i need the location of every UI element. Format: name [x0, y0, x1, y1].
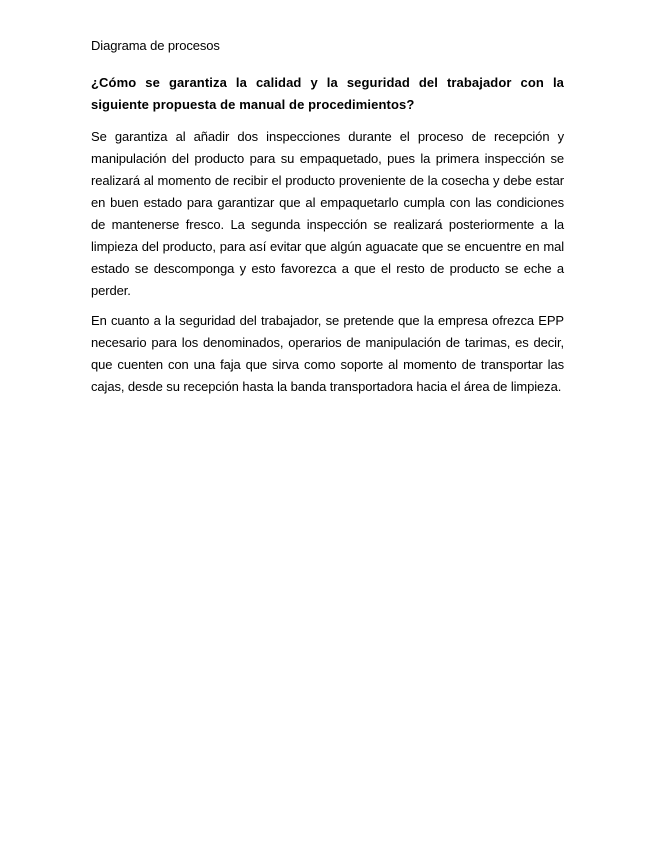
- paragraph-safety: En cuanto a la seguridad del trabajador, se pretende que la empresa ofrezca EPP necesario para los denominados, operarios de manipulación de tarimas, es decir, que cuenten con una faja que sirva como soporte al momento de transportar las cajas, desde su recepción hasta la banda transportadora hacia el área de limpieza.: [91, 313, 564, 394]
- question-heading: ¿Cómo se garantiza la calidad y la seguridad del trabajador con la siguiente propuesta de manual de procedimientos?: [91, 75, 564, 112]
- document-body: [91, 72, 564, 406]
- page-header: Diagrama de procesos: [91, 38, 220, 53]
- paragraph-quality: Se garantiza al añadir dos inspecciones durante el proceso de recepción y manipulación del producto para su empaquetado, pues la primera inspección se realizará al momento de recibir el producto proveniente de la cosecha y debe estar en buen estado para garantizar que al empaquetarlo cumpla con las condiciones de mantenerse fresco. La segunda inspección se realizará posteriormente a la limpieza del producto, para así evitar que algún aguacate que se encuentre en mal estado se descomponga y esto favorezca a que el resto de producto se eche a perder.: [91, 129, 564, 298]
